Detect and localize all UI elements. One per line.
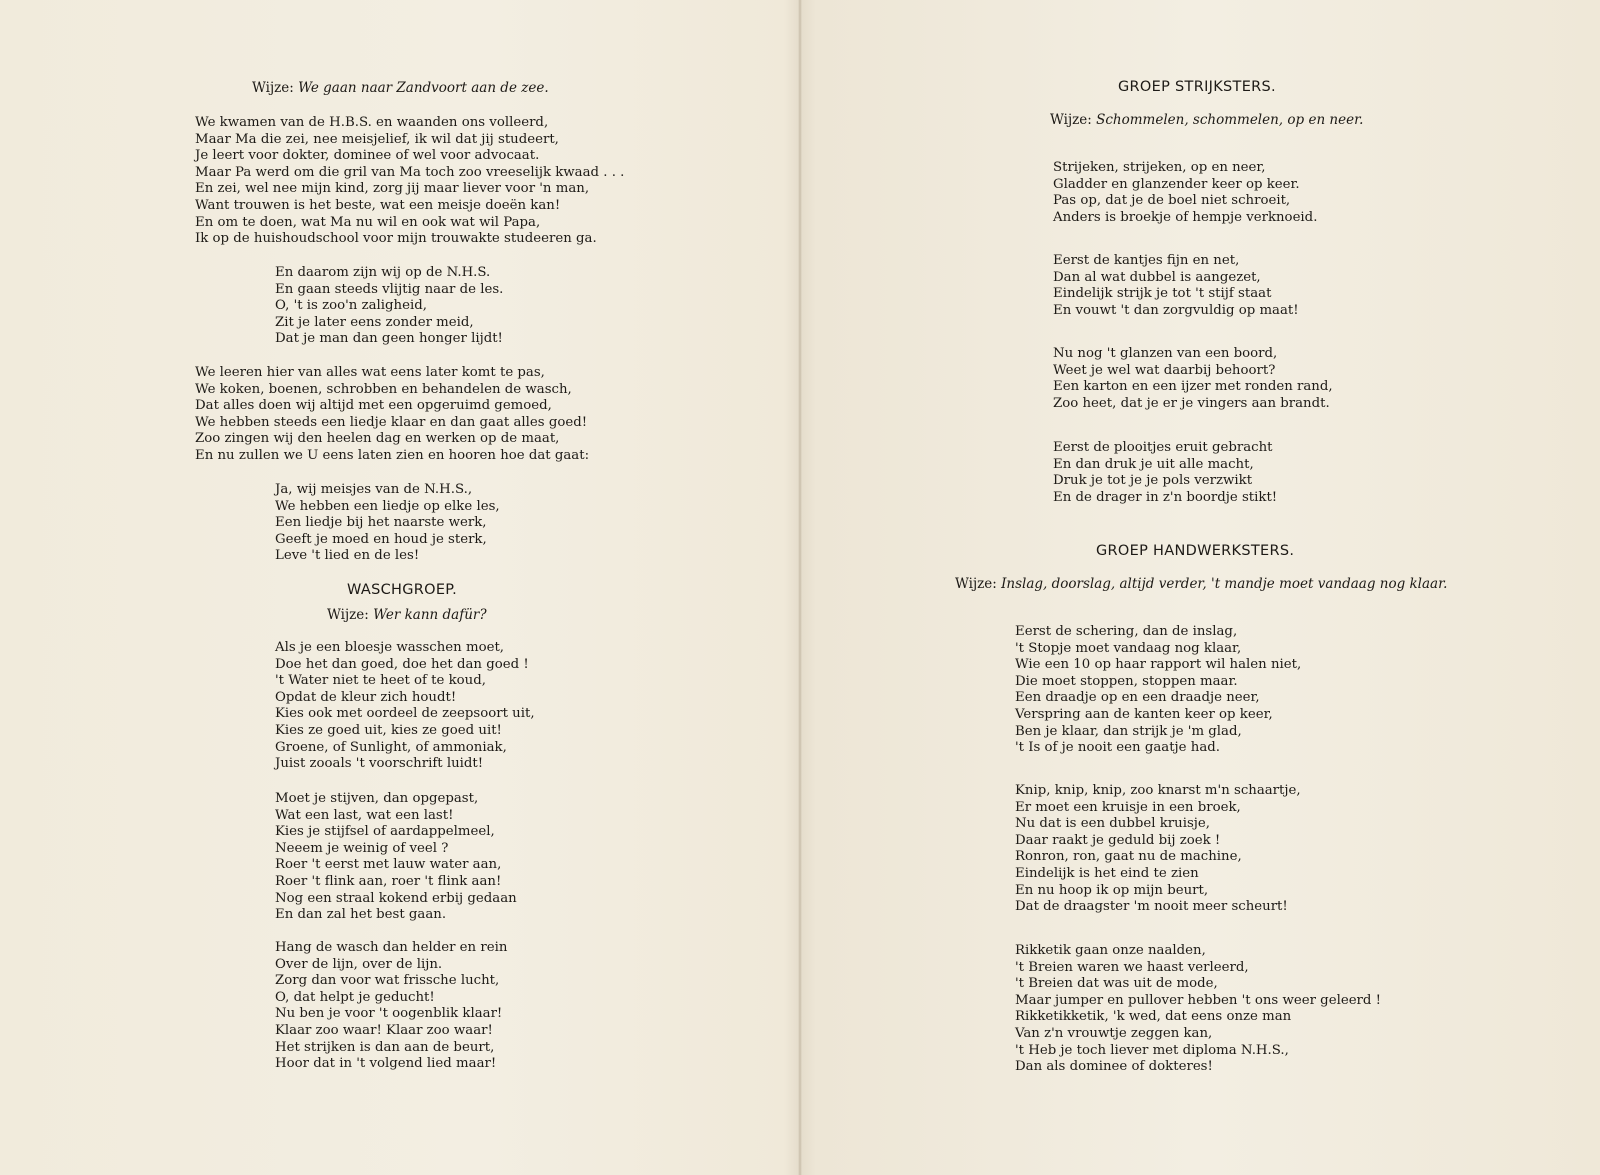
handwerk-heading: GROEP HANDWERKSTERS. — [1096, 543, 1295, 559]
tune-title: Wer kann dafür? — [373, 607, 487, 623]
stanza-line: We leeren hier van alles wat eens later komt te pas, — [195, 365, 545, 380]
tune-prefix: Wijze: — [955, 576, 997, 592]
stanza-line: Rikketik gaan onze naalden, — [1015, 943, 1206, 958]
stanza-line: Moet je stijven, dan opgepast, — [275, 791, 479, 806]
strijk-stanza-4 — [1053, 440, 1277, 506]
stanza-line: Gladder en glanzender keer op keer. — [1053, 176, 1300, 192]
stanza-line: Nu nog 't glanzen van een boord, — [1053, 346, 1278, 361]
stanza-line: En gaan steeds vlijtig naar de les. — [275, 281, 504, 297]
stanza-line: Nu dat is een dubbel kruisje, — [1015, 816, 1210, 832]
stanza-line: Je leert voor dokter, dominee of wel voor advocaat. — [195, 148, 540, 164]
stanza-line: En daarom zijn wij op de N.H.S. — [275, 265, 491, 280]
stanza-line: Weet je wel wat daarbij behoort? — [1053, 362, 1276, 378]
stanza-line: Pas op, dat je de boel niet schroeit, — [1053, 193, 1291, 209]
handwerk-stanza-3 — [1015, 943, 1381, 1076]
stanza-line: Groene, of Sunlight, of ammoniak, — [275, 739, 507, 755]
stanza-line: Zoo zingen wij den heelen dag en werken op de maat, — [195, 431, 560, 447]
stanza-line: We koken, boenen, schrobben en behandelen de wasch, — [195, 381, 572, 397]
stanza-line: Dan als dominee of dokteres! — [1015, 1059, 1213, 1075]
stanza-line: Hoor dat in 't volgend lied maar! — [275, 1056, 497, 1072]
stanza-line: O, dat helpt je geducht! — [275, 989, 435, 1005]
stanza-line: 't Breien dat was uit de mode, — [1015, 976, 1218, 992]
stanza-line: 't Water niet te heet of te koud, — [275, 673, 486, 689]
strijk-stanza-3 — [1053, 346, 1333, 412]
tune-title: Schommelen, schommelen, op en neer. — [1096, 112, 1364, 128]
stanza-line: En nu hoop ik op mijn beurt, — [1015, 882, 1209, 898]
stanza-line: Nu ben je voor 't oogenblik klaar! — [275, 1006, 503, 1022]
stanza-line: Hang de wasch dan helder en rein — [275, 940, 508, 955]
wasch-stanza-1 — [275, 640, 535, 773]
stanza-line: Zorg dan voor wat frissche lucht, — [275, 973, 500, 989]
stanza-line: Eindelijk strijk je tot 't stijf staat — [1053, 286, 1272, 302]
intro-stanza-2 — [195, 365, 589, 465]
stanza-line: Een karton en een ijzer met ronden rand, — [1053, 379, 1333, 395]
stanza-line: Strijeken, strijeken, op en neer, — [1053, 160, 1266, 175]
stanza-line: Roer 't eerst met lauw water aan, — [275, 857, 502, 873]
stanza-line: Want trouwen is het beste, wat een meisje doeën kan! — [195, 197, 561, 213]
stanza-line: Een liedje bij het naarste werk, — [275, 515, 487, 531]
stanza-line: Van z'n vrouwtje zeggen kan, — [1015, 1025, 1213, 1041]
stanza-line: Druk je tot je je pols verzwikt — [1053, 473, 1253, 489]
stanza-line: Dat alles doen wij altijd met een opgeruimd gemoed, — [195, 398, 552, 414]
strijk-tune-line — [1050, 112, 1363, 129]
wasch-heading: WASCHGROEP. — [347, 582, 457, 598]
stanza-line: Opdat de kleur zich houdt! — [275, 689, 457, 705]
wasch-stanza-2 — [275, 791, 517, 924]
stanza-line: Roer 't flink aan, roer 't flink aan! — [275, 873, 502, 889]
handwerk-stanza-1 — [1015, 624, 1301, 757]
stanza-line: Eindelijk is het eind te zien — [1015, 865, 1199, 881]
stanza-line: Eerst de schering, dan de inslag, — [1015, 624, 1238, 639]
intro-chorus-2 — [275, 482, 500, 565]
stanza-line: Als je een bloesje wasschen moet, — [275, 640, 505, 655]
wasch-tune-line — [327, 607, 487, 624]
stanza-line: Er moet een kruisje in een broek, — [1015, 799, 1241, 815]
stanza-line: Het strijken is dan aan de beurt, — [275, 1039, 495, 1055]
stanza-line: Anders is broekje of hempje verknoeid. — [1053, 209, 1318, 225]
stanza-line: 't Heb je toch liever met diploma N.H.S., — [1015, 1042, 1289, 1058]
stanza-line: En vouwt 't dan zorgvuldig op maat! — [1053, 302, 1299, 318]
stanza-line: En nu zullen we U eens laten zien en hooren hoe dat gaat: — [195, 447, 590, 463]
stanza-line: En zei, wel nee mijn kind, zorg jij maar liever voor 'n man, — [195, 181, 590, 197]
stanza-line: Ik op de huishoudschool voor mijn trouwakte studeeren ga. — [195, 231, 597, 247]
handwerk-stanza-2 — [1015, 783, 1301, 916]
stanza-line: Eerst de kantjes fijn en net, — [1053, 253, 1240, 268]
intro-stanza-1 — [195, 115, 624, 248]
stanza-line: Nog een straal kokend erbij gedaan — [275, 890, 517, 906]
stanza-line: 't Is of je nooit een gaatje had. — [1015, 740, 1220, 756]
stanza-line: Verspring aan de kanten keer op keer, — [1015, 706, 1273, 722]
stanza-line: Een draadje op en een draadje neer, — [1015, 690, 1260, 706]
stanza-line: Zoo heet, dat je er je vingers aan brandt. — [1053, 395, 1330, 411]
stanza-line: Ja, wij meisjes van de N.H.S., — [275, 482, 473, 497]
tune-title: Inslag, doorslag, altijd verder, 't mandje moet vandaag nog klaar. — [1001, 576, 1448, 592]
stanza-line: Kies ze goed uit, kies ze goed uit! — [275, 722, 502, 738]
stanza-line: Maar Pa werd om die gril van Ma toch zoo vreeselijk kwaad . . . — [195, 164, 625, 180]
intro-chorus-1 — [275, 265, 503, 348]
stanza-line: Neeem je weinig of veel ? — [275, 840, 449, 856]
stanza-line: We hebben steeds een liedje klaar en dan gaat alles goed! — [195, 414, 588, 430]
left-page — [0, 0, 798, 1175]
stanza-line: Doe het dan goed, doe het dan goed ! — [275, 656, 529, 672]
stanza-line: Over de lijn, over de lijn. — [275, 956, 443, 972]
stanza-line: Geeft je moed en houd je sterk, — [275, 531, 487, 547]
stanza-line: Ronron, ron, gaat nu de machine, — [1015, 849, 1242, 865]
stanza-line: 't Breien waren we haast verleerd, — [1015, 959, 1249, 975]
stanza-line: Dat de draagster 'm nooit meer scheurt! — [1015, 899, 1288, 915]
stanza-line: 't Stopje moet vandaag nog klaar, — [1015, 640, 1242, 656]
stanza-line: Daar raakt je geduld bij zoek ! — [1015, 832, 1221, 848]
stanza-line: We kwamen van de H.B.S. en waanden ons volleerd, — [195, 115, 549, 130]
stanza-line: Die moet stoppen, stoppen maar. — [1015, 673, 1238, 689]
stanza-line: En dan zal het best gaan. — [275, 907, 447, 923]
stanza-line: Eerst de plooitjes eruit gebracht — [1053, 440, 1273, 455]
stanza-line: Knip, knip, knip, zoo knarst m'n schaartje, — [1015, 783, 1301, 798]
stanza-line: Ben je klaar, dan strijk je 'm glad, — [1015, 723, 1242, 739]
stanza-line: En dan druk je uit alle macht, — [1053, 456, 1254, 472]
stanza-line: Rikketikketik, 'k wed, dat eens onze man — [1015, 1009, 1292, 1025]
stanza-line: Juist zooals 't voorschrift luidt! — [275, 756, 484, 772]
stanza-line: Kies ook met oordeel de zeepsoort uit, — [275, 706, 535, 722]
stanza-line: Klaar zoo waar! Klaar zoo waar! — [275, 1022, 493, 1038]
stanza-line: En om te doen, wat Ma nu wil en ook wat wil Papa, — [195, 214, 541, 230]
tune-prefix: Wijze: — [1050, 112, 1092, 128]
wasch-stanza-3 — [275, 940, 507, 1073]
stanza-line: Leve 't lied en de les! — [275, 548, 420, 564]
stanza-line: O, 't is zoo'n zaligheid, — [275, 298, 427, 314]
stanza-line: Wie een 10 op haar rapport wil halen niet, — [1015, 657, 1302, 673]
intro-tune-line — [252, 80, 549, 97]
stanza-line: Dat je man dan geen honger lijdt! — [275, 331, 503, 347]
stanza-line: Maar jumper en pullover hebben 't ons weer geleerd ! — [1015, 992, 1381, 1008]
stanza-line: Maar Ma die zei, nee meisjelief, ik wil dat jij studeert, — [195, 131, 559, 147]
stanza-line: Kies je stijfsel of aardappelmeel, — [275, 824, 495, 840]
strijk-heading: GROEP STRIJKSTERS. — [1118, 79, 1276, 95]
stanza-line: Zit je later eens zonder meid, — [275, 314, 474, 330]
stanza-line: Wat een last, wat een last! — [275, 807, 454, 823]
right-page — [802, 0, 1600, 1175]
tune-prefix: Wijze: — [327, 607, 369, 623]
stanza-line: We hebben een liedje op elke les, — [275, 498, 500, 514]
tune-prefix: Wijze: — [252, 80, 294, 96]
tune-title: We gaan naar Zandvoort aan de zee. — [298, 80, 549, 96]
strijk-stanza-2 — [1053, 253, 1299, 319]
strijk-stanza-1 — [1053, 160, 1317, 226]
stanza-line: En de drager in z'n boordje stikt! — [1053, 489, 1278, 505]
handwerk-tune-line — [955, 576, 1447, 593]
stanza-line: Dan al wat dubbel is aangezet, — [1053, 269, 1261, 285]
